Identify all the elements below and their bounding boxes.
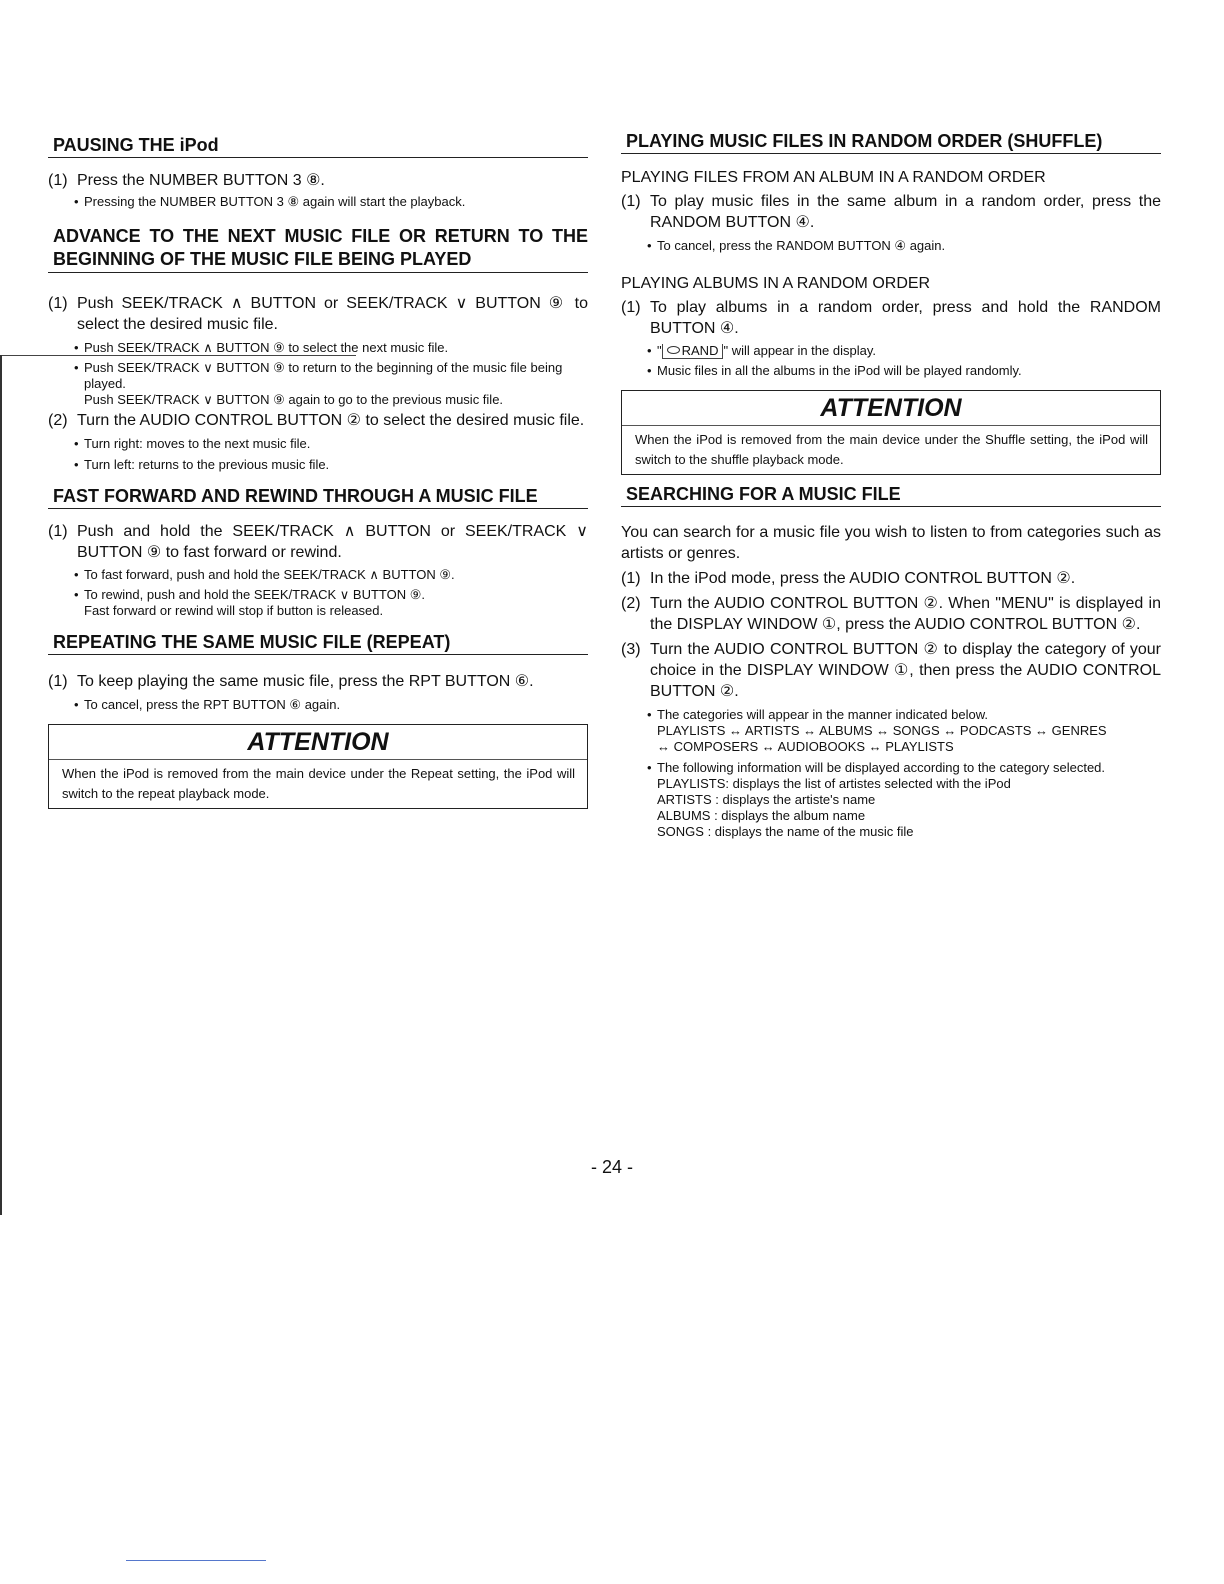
disc-icon [667,346,680,354]
bullet-text: To cancel, press the RANDOM BUTTON ④ again. [657,238,946,253]
shuffle-bullet-1 [621,238,1161,254]
search-heading: SEARCHING FOR A MUSIC FILE [621,483,1161,507]
bullet-text: " will appear in the display. [723,343,876,358]
step-number: (2) [48,412,68,429]
advance-bullet-2 [48,360,588,408]
bullet-text: Turn right: moves to the next music file. [84,436,311,451]
shuffle-heading: PLAYING MUSIC FILES IN RANDOM ORDER (SHUFFLE) [621,130,1161,154]
step-number: (1) [621,193,641,210]
rand-label: RAND [681,343,719,358]
bullet-line: Push SEEK/TRACK ∨ BUTTON ⑨ to return to the beginning of the music file being played. [84,360,563,391]
bullet-text: Music files in all the albums in the iPod will be played randomly. [657,363,1022,378]
shuffle-attention-box [621,390,1161,475]
bullet-line: Push SEEK/TRACK ∨ BUTTON ⑨ again to go to the previous music file. [84,392,504,407]
repeat-step-1 [48,671,588,692]
bullet-text: Pressing the NUMBER BUTTON 3 ⑧ again will start the playback. [84,194,466,209]
step-text: To play albums in a random order, press and hold the RANDOM BUTTON ④. [650,299,1161,337]
step-number: (3) [621,641,641,658]
bullet-line: PLAYLISTS: displays the list of artistes selected with the iPod [657,776,1011,791]
bullet-dot: • [74,567,79,582]
advance-bullet-4 [48,457,588,473]
bullet-text [84,360,588,408]
left-column [48,134,588,809]
step-text: Push SEEK/TRACK ∧ BUTTON or SEEK/TRACK ∨ BUTTON ⑨ to select the desired music file. [77,295,588,333]
bullet-dot: • [74,436,79,451]
step-text: Push and hold the SEEK/TRACK ∧ BUTTON or SEEK/TRACK ∨ BUTTON ⑨ to fast forward or rewind. [77,523,588,561]
step-text: Press the NUMBER BUTTON 3 ⑧. [77,172,325,189]
shuffle-step-2 [621,297,1161,339]
search-step-2 [621,593,1161,635]
bullet-text: To cancel, press the RPT BUTTON ⑥ again. [84,697,341,712]
advance-heading: ADVANCE TO THE NEXT MUSIC FILE OR RETURN TO THE BEGINNING OF THE MUSIC FILE BEING PLAYED [48,225,588,273]
bullet-line: PLAYLISTS ↔ ARTISTS ↔ ALBUMS ↔ SONGS ↔ PODCASTS ↔ GENRES [657,723,1107,738]
advance-bullet-1 [48,340,588,356]
advance-step-1 [48,293,588,335]
pausing-step-1 [48,170,588,191]
ffrew-heading: FAST FORWARD AND REWIND THROUGH A MUSIC FILE [48,485,588,509]
step-text: In the iPod mode, press the AUDIO CONTROL BUTTON ②. [650,570,1076,587]
bullet-line: ARTISTS : displays the artiste's name [657,792,876,807]
search-intro: You can search for a music file you wish to listen to from categories such as artists or genres. [621,524,1161,562]
pausing-bullet-1 [48,194,588,210]
bullet-dot: • [647,707,652,722]
search-step-1 [621,568,1161,589]
page-number: - 24 - [590,1157,633,1177]
step-text: Turn the AUDIO CONTROL BUTTON ② to display the category of your choice in the DISPLAY WINDOW ①, then press the AUDIO CONTROL BUTTON ②. [650,641,1161,700]
ffrew-bullet-2 [48,587,588,619]
bullet-dot: • [647,238,652,253]
bullet-dot: • [74,340,79,355]
bullet-dot: • [74,697,79,712]
left-edge-line [0,355,2,1215]
bullet-text: Turn left: returns to the previous music file. [84,457,330,472]
step-number: (1) [48,673,68,690]
pausing-heading: PAUSING THE iPod [48,134,588,158]
attention-title: ATTENTION [622,391,1160,426]
bullet-dot: • [74,194,79,209]
bullet-line: ↔ COMPOSERS ↔ AUDIOBOOKS ↔ PLAYLISTS [657,739,954,754]
bullet-text: To fast forward, push and hold the SEEK/TRACK ∧ BUTTON ⑨. [84,567,455,582]
search-bullet-1 [621,707,1161,755]
shuffle-bullet-3 [621,363,1161,379]
repeat-heading: REPEATING THE SAME MUSIC FILE (REPEAT) [48,631,588,655]
step-text: To keep playing the same music file, press the RPT BUTTON ⑥. [77,673,534,690]
bullet-text: Push SEEK/TRACK ∧ BUTTON ⑨ to select the next music file. [84,340,449,355]
rand-indicator [662,344,724,359]
step-number: (1) [48,523,68,540]
attention-title: ATTENTION [49,725,587,760]
step-text: To play music files in the same album in a random order, press the RANDOM BUTTON ④. [650,193,1161,231]
bullet-dot: • [647,343,652,358]
bullet-line: The categories will appear in the manner indicated below. [657,707,988,722]
ffrew-bullet-1 [48,567,588,583]
shuffle-step-1 [621,191,1161,233]
step-text: Turn the AUDIO CONTROL BUTTON ② to select the desired music file. [77,412,585,429]
bullet-dot: • [74,360,79,375]
step-number: (1) [48,172,68,189]
step-number: (1) [48,295,68,312]
bullet-line: Fast forward or rewind will stop if button is released. [84,603,384,618]
ffrew-step-1 [48,521,588,563]
bullet-line: To rewind, push and hold the SEEK/TRACK ∨ BUTTON ⑨. [84,587,426,602]
bottom-scan-line [126,1560,266,1561]
attention-body: When the iPod is removed from the main device under the Repeat setting, the iPod will switch to the repeat playback mode. [62,766,575,801]
bullet-dot: • [647,363,652,378]
search-step-3 [621,639,1161,702]
bullet-text [84,587,588,619]
shuffle-subheading-1: PLAYING FILES FROM AN ALBUM IN A RANDOM ORDER [621,169,1046,186]
repeat-attention-box [48,724,588,809]
step-number: (1) [621,570,641,587]
bullet-dot: • [74,587,79,602]
step-text: Turn the AUDIO CONTROL BUTTON ②. When "MENU" is displayed in the DISPLAY WINDOW ①, press the AUDIO CONTROL BUTTON ②. [650,595,1161,633]
bullet-line: The following information will be displayed according to the category selected. [657,760,1106,775]
bullet-dot: • [647,760,652,775]
step-number: (1) [621,299,641,316]
search-bullet-2 [621,760,1161,840]
step-number: (2) [621,595,641,612]
right-column [621,130,1161,840]
repeat-bullet-1 [48,697,588,713]
bullet-line: SONGS : displays the name of the music file [657,824,914,839]
attention-body: When the iPod is removed from the main device under the Shuffle setting, the iPod will switch to the shuffle playback mode. [635,432,1148,467]
advance-step-2 [48,410,588,431]
shuffle-bullet-2: • " RAND " will appear in the display. [647,343,876,358]
bullet-dot: • [74,457,79,472]
shuffle-subheading-2: PLAYING ALBUMS IN A RANDOM ORDER [621,275,931,292]
advance-bullet-3 [48,436,588,452]
bullet-line: ALBUMS : displays the album name [657,808,866,823]
